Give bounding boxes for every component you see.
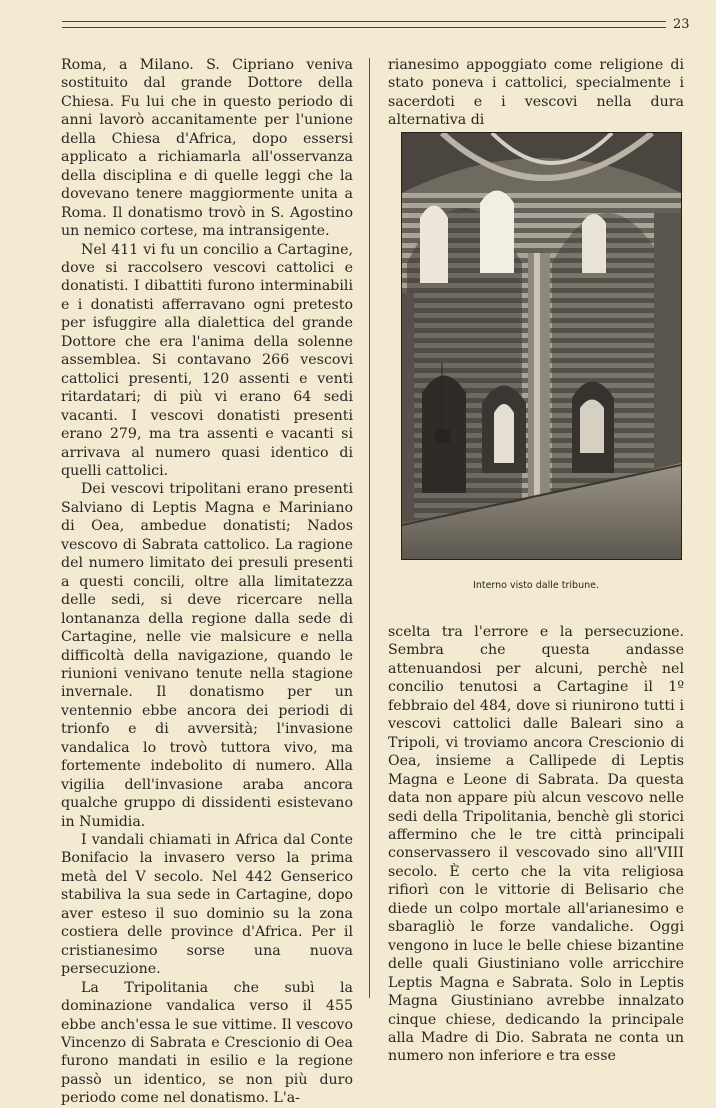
paragraph: Nel 411 vi fu un concilio a Cartagine, dove si raccolsero vescovi cattolici e donatisti. I dibattiti furono interminabili e i donatisti afferravano ogni pretesto per isfuggire alla dialettica del grande Dottore che era l'anima della solenne assemblea. Si contavano 266 vescovi cattolici presenti, 120 assenti e venti ritardatari; di più vi erano 64 sedi vacanti. I vescovi donatisti presenti erano 279, ma tra assenti e vacanti si arrivava al numero quasi identico di quelli cattolici.: [61, 241, 353, 479]
photo-caption: Interno visto dalle tribune.: [473, 580, 599, 591]
paragraph: La Tripolitania che subì la dominazione vandalica verso il 455 ebbe anch'essa le sue vittime. Il vescovo Vincenzo di Sabrata e Crescionio di Oea furono mandati in esilio e la regione passò un identico, se non più duro periodo come nel donatismo. L'a-: [61, 979, 353, 1107]
paragraph: scelta tra l'errore e la persecuzione. Sembra che questa andasse attenuandosi per alcuni, perchè nel concilio tenutosi a Cartagine il 1º febbraio del 484, dove si riunirono tutti i vescovi cattolici dalle Baleari sino a Tripoli, vi troviamo ancora Crescionio di Oea, insieme a Callipede di Leptis Magna e Leone di Sabrata. Da questa data non appare più alcun vescovo nelle sedi della Tripolitania, benchè gli storici affermino che le tre città principali conservassero il vescovado sino all'VIII secolo. È certo che la vita religiosa rifiorì con le vittorie di Belisario che diede un colpo mortale all'arianesimo e sbaragliò le forze vandaliche. Oggi vengono in luce le belle chiese bizantine delle quali Giustiniano volle arricchire Leptis Magna e Sabrata. Solo in Leptis Magna Giustiniano avrebbe innalzato cinque chiese, dedicando la principale alla Madre di Dio. Sabrata ne conta un numero non inferiore e tra esse: [388, 624, 684, 1065]
photo-illustration: [402, 133, 681, 559]
right-column-bottom: [388, 623, 684, 1066]
paragraph: I vandali chiamati in Africa dal Conte Bonifacio la invasero verso la prima metà del V secolo. Nel 442 Genserico stabiliva la sua sede in Cartagine, dopo aver esteso il suo dominio su la zona costiera delle province d'Africa. Per il cristianesimo sorse una nuova persecuzione.: [61, 832, 353, 978]
left-column: [61, 56, 353, 1108]
right-column-top: [388, 56, 684, 130]
paragraph: Dei vescovi tripolitani erano presenti Salviano di Leptis Magna e Mariniano di Oea, ambedue donatisti; Nados vescovo di Sabrata cattolico. La ragione del numero limitato dei presuli presenti a questi concili, oltre alla limitatezza delle sedi, si deve ricercare nella lontananza della regione dalla sede di Cartagine, nelle vie malsicure e nella difficoltà della navigazione, quando le riunioni venivano tenute nella stagione invernale. Il donatismo per un ventennio ebbe ancora dei periodi di trionfo e di avversità; l'invasione vandalica lo trovò tuttora vivo, ma fortemente indebolito di numero. Alla vigilia dell'invasione araba ancora qualche gruppo di dissidenti esistevano in Numidia.: [61, 481, 353, 830]
church-interior-photo: [401, 132, 682, 560]
page-number: 23: [673, 17, 690, 32]
header-rule: [62, 21, 666, 28]
paragraph: Roma, a Milano. S. Cipriano veniva sostituito dal grande Dottore della Chiesa. Fu lui che in questo periodo di anni lavorò accanitamente per l'unione della Chiesa d'Africa, dopo essersi applicato a richiamarla all'osservanza della disciplina e di quelle leggi che la dovevano tenere maggiormente unita a Roma. Il donatismo trovò in S. Agostino un nemico cortese, ma intransigente.: [61, 57, 353, 240]
column-divider: [369, 58, 370, 998]
paragraph: rianesimo appoggiato come religione di stato poneva i cattolici, specialmente i sacerdoti e i vescovi nella dura alternativa di: [388, 57, 684, 129]
